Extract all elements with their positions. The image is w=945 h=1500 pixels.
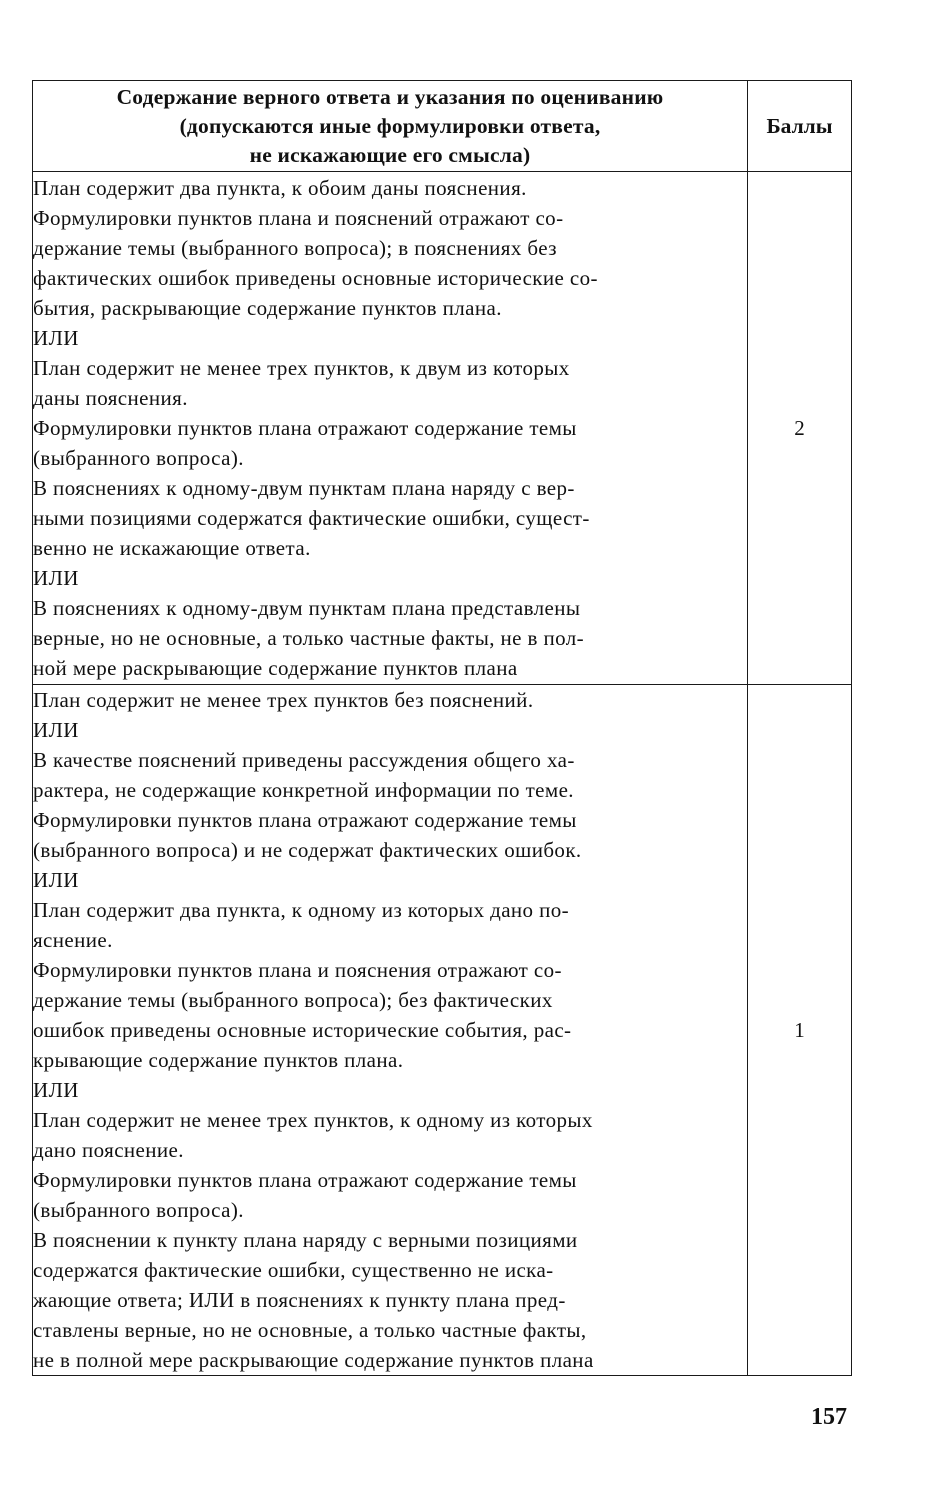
criteria-line: ставлены верные, но не основные, а только частные факты, (33, 1318, 587, 1342)
criteria-line: рактера, не содержащие конкретной информации по теме. (33, 778, 574, 802)
criteria-cell (33, 685, 748, 1376)
criteria-line: не в полной мере раскрывающие содержание пунктов плана (33, 1348, 594, 1372)
header-line: Содержание верного ответа и указания по оцениванию (116, 84, 664, 109)
page-number: 157 (811, 1404, 847, 1430)
header-line: не искажающие его смысла) (249, 142, 531, 167)
header-line: (допускаются иные формулировки ответа, (179, 113, 601, 138)
grading-criteria-table (32, 80, 852, 1376)
criteria-line: ИЛИ (33, 868, 79, 892)
criteria-line: ИЛИ (33, 566, 79, 590)
criteria-line: яснение. (33, 928, 113, 952)
criteria-line: ными позициями содержатся фактические ошибки, сущест- (33, 506, 590, 530)
criteria-line: ной мере раскрывающие содержание пунктов плана (33, 656, 518, 680)
criteria-line: В пояснении к пункту плана наряду с верными позициями (33, 1228, 578, 1252)
description-column-header (33, 81, 748, 172)
score-column-header: Баллы (748, 81, 852, 172)
score-cell: 1 (748, 685, 852, 1376)
criteria-line: держание темы (выбранного вопроса); без фактических (33, 988, 553, 1012)
criteria-line: В качестве пояснений приведены рассуждения общего ха- (33, 748, 575, 772)
criteria-line: даны пояснения. (33, 386, 188, 410)
criteria-line: Формулировки пунктов плана отражают содержание темы (33, 1168, 577, 1192)
criteria-line: крывающие содержание пунктов плана. (33, 1048, 404, 1072)
criteria-line: План содержит два пункта, к обоим даны пояснения. (33, 176, 527, 200)
criteria-line: ИЛИ (33, 326, 79, 350)
criteria-line: ошибок приведены основные исторические события, рас- (33, 1018, 572, 1042)
criteria-line: План содержит не менее трех пунктов, к одному из которых (33, 1108, 593, 1132)
criteria-line: Формулировки пунктов плана и пояснений отражают со- (33, 206, 564, 230)
score-cell: 2 (748, 172, 852, 685)
criteria-line: Формулировки пунктов плана отражают содержание темы (33, 808, 577, 832)
criteria-line: фактических ошибок приведены основные исторические со- (33, 266, 598, 290)
criteria-line: венно не искажающие ответа. (33, 536, 311, 560)
criteria-line: Формулировки пунктов плана отражают содержание темы (33, 416, 577, 440)
criteria-line: бытия, раскрывающие содержание пунктов плана. (33, 296, 502, 320)
criteria-line: (выбранного вопроса). (33, 446, 244, 470)
criteria-line: План содержит не менее трех пунктов, к двум из которых (33, 356, 570, 380)
criteria-line: держание темы (выбранного вопроса); в пояснениях без (33, 236, 557, 260)
criteria-line: План содержит не менее трех пунктов без пояснений. (33, 688, 534, 712)
criteria-line: Формулировки пунктов плана и пояснения отражают со- (33, 958, 562, 982)
criteria-line: (выбранного вопроса) и не содержат фактических ошибок. (33, 838, 582, 862)
table-row (33, 172, 852, 685)
criteria-line: жающие ответа; ИЛИ в пояснениях к пункту плана пред- (33, 1288, 566, 1312)
table-row (33, 685, 852, 1376)
table-header-row (33, 81, 852, 172)
criteria-line: верные, но не основные, а только частные факты, не в пол- (33, 626, 585, 650)
criteria-line: ИЛИ (33, 1078, 79, 1102)
criteria-cell (33, 172, 748, 685)
criteria-line: (выбранного вопроса). (33, 1198, 244, 1222)
criteria-line: В пояснениях к одному-двум пунктам плана представлены (33, 596, 581, 620)
criteria-line: В пояснениях к одному-двум пунктам плана наряду с вер- (33, 476, 575, 500)
criteria-line: содержатся фактические ошибки, существенно не иска- (33, 1258, 554, 1282)
criteria-line: План содержит два пункта, к одному из которых дано по- (33, 898, 570, 922)
criteria-line: ИЛИ (33, 718, 79, 742)
criteria-line: дано пояснение. (33, 1138, 184, 1162)
